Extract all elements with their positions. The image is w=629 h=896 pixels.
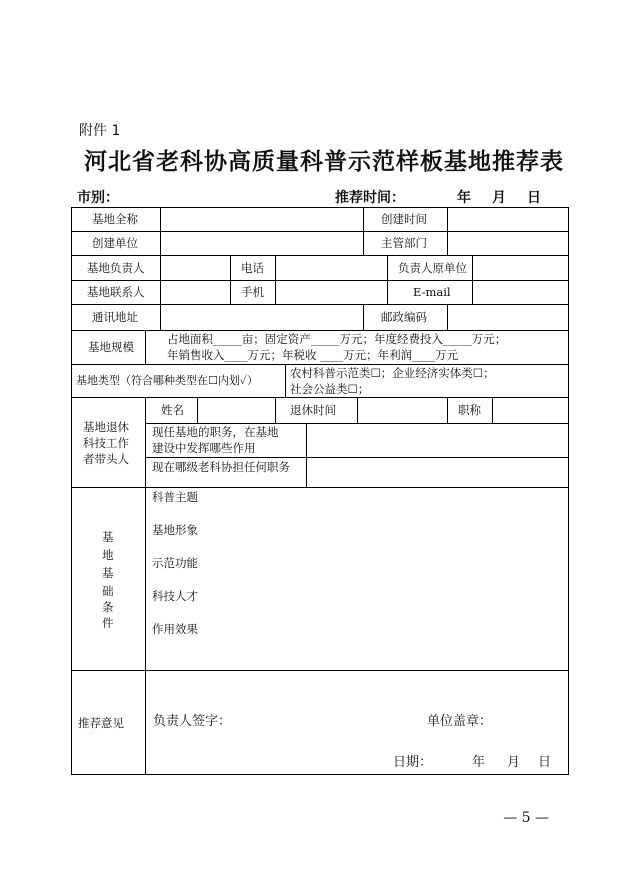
- col-line: [230, 255, 231, 304]
- col-line: [492, 397, 493, 423]
- address-label: 通讯地址: [92, 310, 138, 324]
- scale-line-2: 年销售收入____万元；年税收 ____万元；年利润____万元: [167, 348, 459, 362]
- base-leader-label: 基地负责人: [87, 261, 145, 275]
- supervisor-label: 主管部门: [381, 236, 427, 250]
- create-unit-label: 创建单位: [92, 236, 138, 250]
- name-label: 姓名: [161, 403, 184, 417]
- col-line: [447, 304, 448, 330]
- title-rank-label: 职称: [458, 403, 481, 417]
- base-contact-label: 基地联系人: [87, 285, 145, 299]
- table-border-left: [71, 207, 72, 775]
- col-line: [285, 364, 286, 397]
- type-line-1: 农村科普示范类☐；企业经济实体类☐；: [290, 366, 495, 380]
- scale-label: 基地规模: [88, 340, 134, 354]
- leader-orig-unit-label: 负责人原单位: [398, 261, 467, 275]
- row-line: [145, 423, 569, 424]
- attachment-label: 附件 1: [79, 123, 121, 139]
- row-line: [71, 304, 569, 305]
- col-line: [197, 397, 198, 423]
- col-line: [145, 397, 146, 775]
- col-line: [275, 255, 276, 304]
- year-label: 年: [457, 190, 471, 206]
- col-line: [447, 207, 448, 255]
- recommend-label: 推荐意见: [78, 716, 124, 730]
- day-label: 日: [527, 190, 541, 206]
- date-label: 日期：: [393, 755, 433, 770]
- date-year-label: 年: [472, 755, 486, 770]
- col-line: [472, 255, 473, 304]
- conditions-char: 基: [102, 566, 114, 580]
- conditions-char: 基: [102, 530, 114, 544]
- cond-item: 示范功能: [152, 556, 198, 570]
- conditions-char: 础: [102, 584, 114, 598]
- col-line: [160, 207, 161, 330]
- page-title: 河北省老科协高质量科普示范样板基地推荐表: [84, 148, 564, 175]
- city-label: 市别：: [77, 190, 119, 206]
- scale-line-1: 占地面积_____亩；固定资产_____万元；年度经费投入_____万元；: [167, 332, 507, 346]
- cond-item: 科技人才: [152, 589, 198, 603]
- col-line: [447, 397, 448, 423]
- mobile-label: 手机: [241, 285, 264, 299]
- col-line: [357, 397, 358, 423]
- cond-item: 作用效果: [152, 622, 198, 636]
- signature-label: 负责人签字：: [153, 714, 232, 729]
- retired-head-label-3: 者带头人: [83, 452, 129, 466]
- col-line: [275, 397, 276, 423]
- type-label: 基地类型（符合哪种类型在☐内划✓）: [76, 374, 258, 387]
- row-line: [71, 231, 569, 232]
- month-label: 月: [492, 190, 506, 206]
- base-name-label: 基地全称: [92, 212, 138, 226]
- retired-head-label-1: 基地退休: [83, 420, 129, 434]
- email-label: E-mail: [413, 285, 451, 299]
- conditions-char: 件: [102, 616, 114, 630]
- seal-label: 单位盖章：: [427, 714, 493, 729]
- postcode-label: 邮政编码: [381, 310, 427, 324]
- page-number: — 5 —: [503, 810, 549, 826]
- assoc-role-label: 现在哪级老科协担任何职务: [152, 460, 290, 474]
- current-role-label-1: 现任基地的职务，在基地: [152, 425, 279, 439]
- col-line: [145, 330, 146, 364]
- date-month-label: 月: [507, 755, 521, 770]
- date-day-label: 日: [538, 755, 552, 770]
- row-line: [145, 457, 569, 458]
- table-border-top: [71, 207, 569, 208]
- col-line: [306, 423, 307, 487]
- conditions-char: 条: [102, 600, 114, 614]
- col-line: [363, 304, 364, 330]
- col-line: [363, 207, 364, 255]
- row-line: [71, 364, 569, 365]
- cond-item: 科普主题: [152, 490, 198, 504]
- retired-head-label-2: 科技工作: [83, 436, 129, 450]
- conditions-char: 地: [102, 548, 114, 562]
- col-line: [387, 255, 388, 304]
- type-line-2: 社会公益类☐；: [290, 382, 370, 396]
- phone-label: 电话: [241, 261, 264, 275]
- current-role-label-2: 建设中发挥哪些作用: [152, 441, 256, 455]
- row-line: [71, 255, 569, 256]
- retire-time-label: 退休时间: [290, 403, 336, 417]
- table-border-right: [568, 207, 569, 775]
- create-time-label: 创建时间: [381, 212, 427, 226]
- recommend-time-label: 推荐时间：: [335, 190, 405, 206]
- cond-item: 基地形象: [152, 523, 198, 537]
- row-line: [71, 280, 569, 281]
